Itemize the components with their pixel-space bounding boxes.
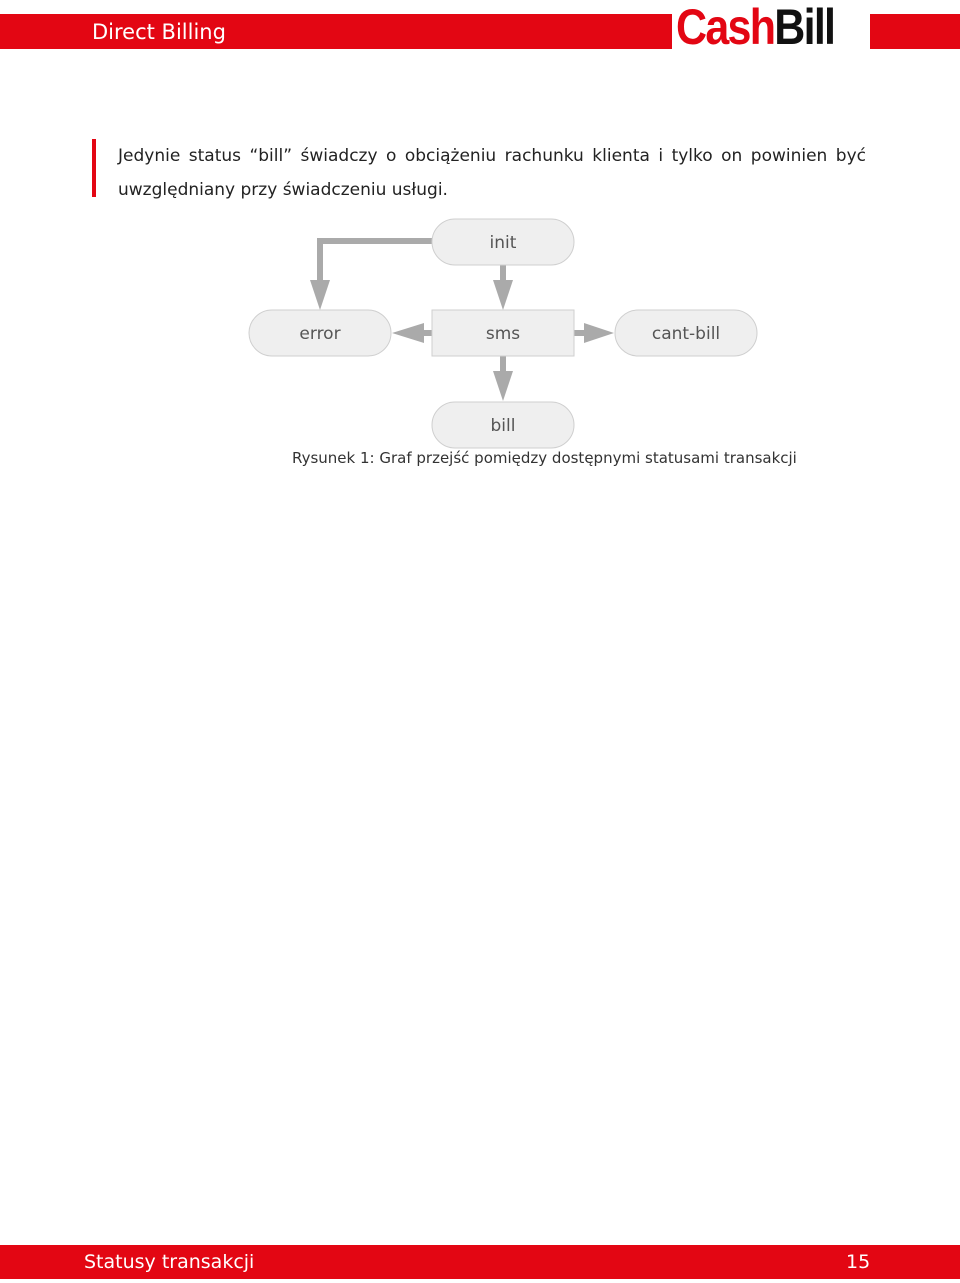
node-sms — [432, 310, 574, 356]
note-line-2: uwzględniany przy świadczeniu usługi. — [118, 180, 448, 200]
node-init — [432, 219, 574, 265]
arrow-init-error-horizontal — [318, 238, 432, 244]
figure-caption: Rysunek 1: Graf przejść pomiędzy dostępnymi statusami transakcji — [292, 449, 797, 467]
node-bill-label: bill — [490, 416, 516, 436]
node-bill — [432, 402, 574, 448]
header-title: Direct Billing — [92, 20, 226, 44]
arrow-init-error-vertical — [317, 238, 323, 284]
footer-section-title: Statusy transakcji — [84, 1251, 255, 1273]
node-cant-bill-label: cant-bill — [651, 324, 721, 344]
node-error — [249, 310, 391, 356]
node-cant-bill — [615, 310, 757, 356]
arrow-init-error-head — [310, 280, 330, 310]
arrow-sms-cantbill-head — [584, 323, 614, 343]
node-init-label: init — [489, 233, 517, 253]
arrow-sms-bill-head — [493, 371, 513, 401]
note-line-1: Jedynie status “bill” świadczy o obciążeniu rachunku klienta i tylko on powinien być — [118, 146, 866, 166]
logo-text-cash: Cash — [676, 0, 775, 55]
arrow-init-sms-head — [493, 280, 513, 310]
arrow-sms-error-head — [392, 323, 424, 343]
node-error-label: error — [299, 324, 341, 344]
logo-text-bill: Bill — [774, 0, 835, 55]
status-transition-graph — [0, 0, 960, 480]
node-sms-label: sms — [485, 324, 521, 344]
page-number: 15 — [846, 1251, 871, 1273]
